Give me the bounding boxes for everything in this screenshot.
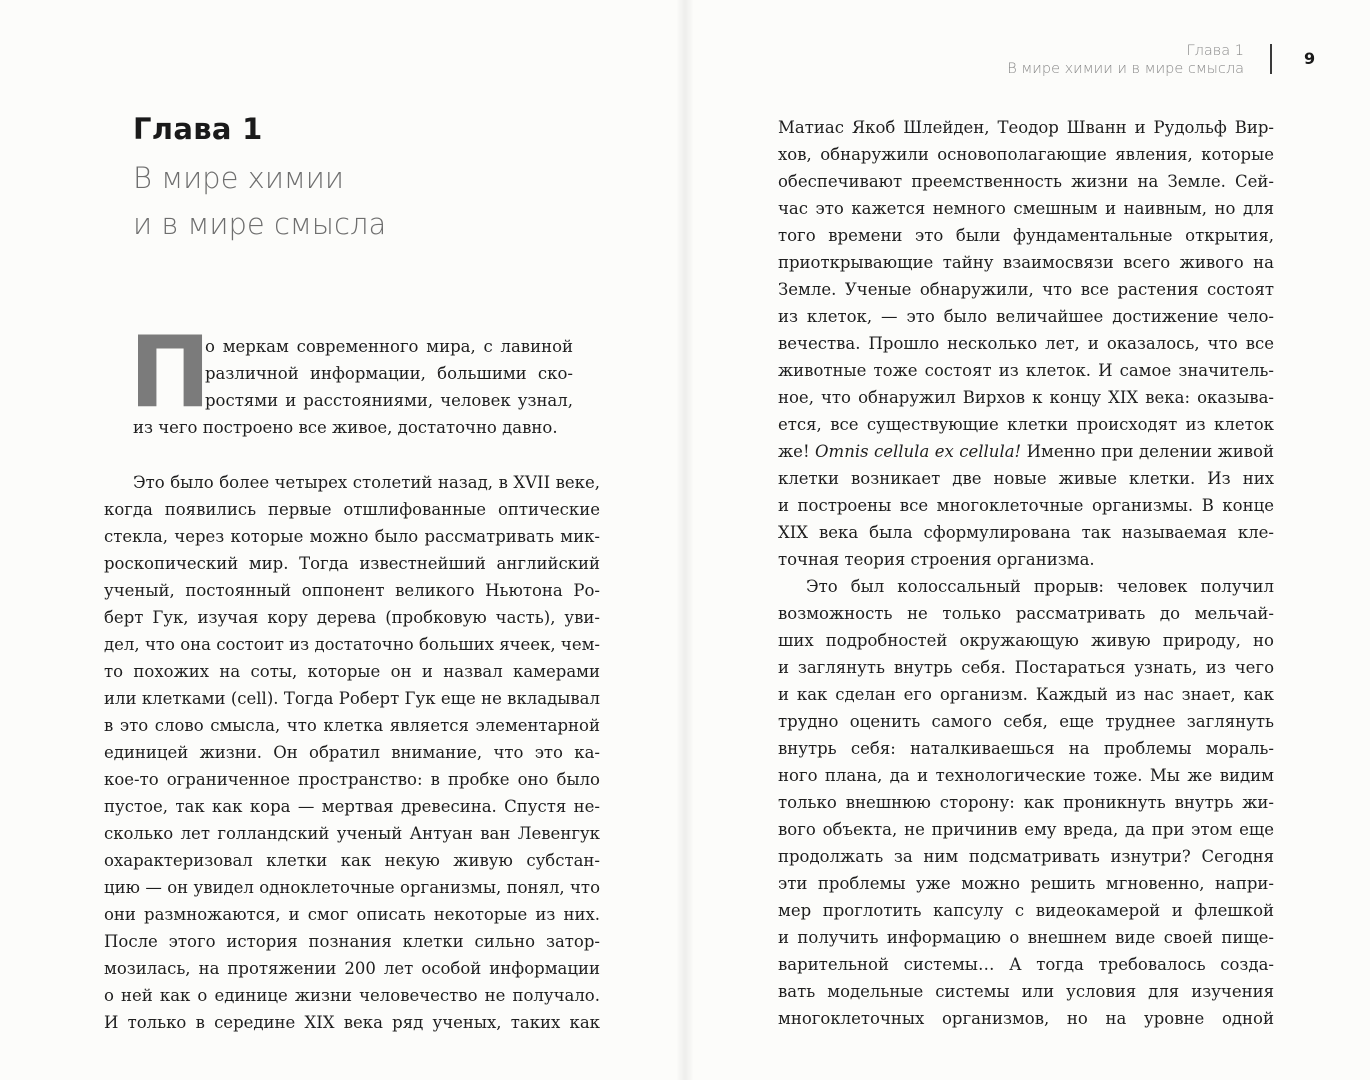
body-line: ного плана, да и технологические тоже. Мы же видим [778,766,1274,785]
header-divider [1270,44,1272,74]
body-line: роскопический мир. Тогда известнейший английский [104,554,600,573]
body-line: берт Гук, изучая кору дерева (пробковую часть), уви- [104,608,600,627]
body-line: в это слово смысла, что клетка является элементарной [104,716,600,735]
body-line: приоткрывающие тайну взаимосвязи всего живого на [778,253,1274,272]
drop-cap-box [129,316,212,430]
intro-line: различной информации, большими ско- [205,364,573,383]
body-line: животные тоже состоят из клеток. И самое значитель- [778,361,1274,380]
body-line: из клеток, — это было величайшее достижение чело- [778,307,1274,326]
page-number: 9 [1304,49,1316,68]
quote-tail: Именно при делении живой [1021,442,1274,461]
body-line: о ней как о единице жизни человечество не получало. [104,986,600,1005]
running-header-title: В мире химии и в мире смысла [1007,61,1244,77]
body-line: и как сделан его организм. Каждый из нас знает, как [778,685,1274,704]
intro-line: из чего построено все живое, достаточно давно. [133,418,558,437]
body-line: Матиас Якоб Шлейден, Теодор Шванн и Рудольф Вир- [778,118,1274,137]
body-line: ное, что обнаружил Вирхов к концу XIX века: оказыва- [778,388,1274,407]
body-line: ших подробностей окружающую живую природу, но [778,631,1274,650]
body-line: Это был колоссальный прорыв: человек получил [806,577,1274,596]
body-line: дел, что она состоит из достаточно больших ячеек, чем- [104,635,600,654]
chapter-title: Глава 1 [133,112,263,146]
intro-line: о меркам современного мира, с лавиной [205,337,573,356]
body-line: то похожих на соты, которые он и назвал камерами [104,662,600,681]
body-line: мозилась, на протяжении 200 лет особой информации [104,959,600,978]
running-header-chapter: Глава 1 [1186,43,1244,59]
body-line: После этого история познания клетки сильно затор- [104,932,600,951]
body-line: единицей жизни. Он обратил внимание, что это ка- [104,743,600,762]
body-line: или клетками (cell). Тогда Роберт Гук еще не вкладывал [104,689,600,708]
chapter-subtitle [133,155,533,247]
chapter-subtitle-line: В мире химии [133,161,345,195]
body-line: охарактеризовал клетки как некую живую субстан- [104,851,600,870]
body-line: варительной системы… А тогда требовалось созда- [778,955,1274,974]
body-line: час это кажется немного смешным и наивным, но для [778,199,1274,218]
body-line: обеспечивают преемственность жизни на Земле. Сей- [778,172,1274,191]
body-line: вечества. Прошло несколько лет, и оказалось, что все [778,334,1274,353]
running-header [1007,42,1244,78]
body-line: и получить информацию о внешнем виде своей пище- [778,928,1274,947]
body-line: точная теория строения организма. [778,550,1095,569]
body-line: они размножаются, и смог описать некоторые из них. [104,905,600,924]
body-line: вого объекта, не причинив ему вреда, да при этом еще [778,820,1274,839]
body-line: внутрь себя: наталкиваешься на проблемы мораль- [778,739,1274,758]
body-line: только внешнюю сторону: как проникнуть внутрь жи- [778,793,1274,812]
body-line: вать модельные системы или условия для изучения [778,982,1274,1001]
body-line: стекла, через которые можно было рассматривать мик- [104,527,600,546]
quote-lead: же! [778,442,816,461]
body-line: возможность не только рассматривать до мельчай- [778,604,1274,623]
body-line: и заглянуть внутрь себя. Постараться узнать, из чего [778,658,1274,677]
body-line: Это было более четырех столетий назад, в XVII веке, [133,473,600,492]
body-line: ется, все существующие клетки происходят из клеток [778,415,1274,434]
body-line: продолжать за ним подсматривать изнутри? Сегодня [778,847,1274,866]
body-line: пустое, так как кора — мертвая древесина. Спустя не- [104,797,600,816]
body-line: цию — он увидел одноклеточные организмы, понял, что [104,878,600,897]
body-line: того времени это были фундаментальные открытия, [778,226,1274,245]
body-line-latin-quote [778,438,1274,465]
body-line: И только в середине XIX века ряд ученых, таких как [104,1013,600,1032]
body-line: эти проблемы уже можно решить мгновенно, напри- [778,874,1274,893]
body-line: Земле. Ученые обнаружили, что все растения состоят [778,280,1274,299]
body-line: трудно оценить самого себя, еще труднее заглянуть [778,712,1274,731]
body-line: многоклеточных организмов, но на уровне одной [778,1009,1274,1028]
book-gutter [676,0,694,1080]
body-line: кое-то ограниченное пространство: в пробке оно было [104,770,600,789]
body-line: XIX века была сформулирована так называемая кле- [778,523,1274,542]
body-line: и построены все многоклеточные организмы. В конце [778,496,1274,515]
body-line: мер проглотить капсулу с видеокамерой и флешкой [778,901,1274,920]
body-line: когда появились первые отшлифованные оптические [104,500,600,519]
body-line: сколько лет голландский ученый Антуан ван Левенгук [104,824,600,843]
intro-line: ростями и расстояниями, человек узнал, [205,391,573,410]
body-line: хов, обнаружили основополагающие явления, которые [778,145,1274,164]
latin-quote: Omnis cellula ex cellula! [815,442,1022,461]
drop-cap: П [129,316,212,430]
chapter-subtitle-line: и в мире смысла [133,207,387,241]
body-line: клетки возникает две новые живые клетки. Из них [778,469,1274,488]
body-line: ученый, постоянный оппонент великого Ньютона Ро- [104,581,600,600]
